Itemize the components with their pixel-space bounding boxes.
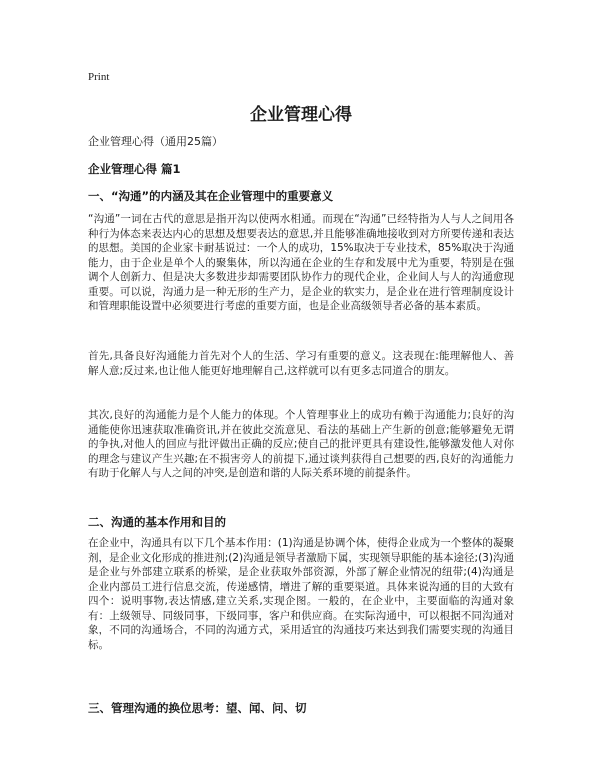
print-link[interactable]: Print — [88, 71, 110, 83]
paragraph-4: 在企业中，沟通具有以下几个基本作用：(1)沟通是协调个体，使得企业成为一个整体的凝聚剂，是企业文化形成的推进剂;(2)沟通是领导者激励下属，实现领导职能的基本途径;(3)沟通是企业与外部建立联系的桥梁，是企业获取外部资源，外部了解企业情况的纽带;(4)沟通是企业内部员工进行信息交流，传递感情，增进了解的重要渠道。具体来说沟通的目的大致有四个：说明事物,表达情感,建立关系,实现企图。一般的，在企业中，主要面临的沟通对象有：上级领导、同级同事，下级同事，客户和供应商。在实际沟通中，可以根据不同沟通对象，不同的沟通场合，不同的沟通方式，采用适宜的沟通技巧来达到我们需要实现的沟通目标。 — [88, 537, 514, 651]
section-heading-3: 三、管理沟通的换位思考：望、闻、问、切 — [88, 701, 307, 715]
paragraph-3: 其次,良好的沟通能力是个人能力的体现。个人管理事业上的成功有赖于沟通能力;良好的沟通能使你迅速获取准确资讯,并在彼此交流意见、看法的基础上产生新的创意;能够避免无谓的争执,对他人的回应与批评做出正确的反应;使自己的批评更具有建设性,能够激发他人对你的理念与建议产生兴趣;在不损害旁人的前提下,通过谈判获得自己想要的西,良好的沟通能力有助于化解人与人之间的冲突,是创造和谐的人际关系环境的前提条件。 — [88, 409, 514, 479]
section-heading-1: 一、“沟通”的内涵及其在企业管理中的重要意义 — [88, 189, 334, 203]
page-title: 企业管理心得 — [250, 105, 352, 125]
section-heading-2: 二、沟通的基本作用和目的 — [88, 515, 226, 529]
paragraph-2: 首先,具备良好沟通能力首先对个人的生活、学习有重要的意义。这表现在:能理解他人、善解人意;反过来,也让他人能更好地理解自己,这样就可以有更多志同道合的朋友。 — [88, 350, 514, 377]
document-subtitle: 企业管理心得（通用25篇） — [88, 135, 223, 148]
part-heading: 企业管理心得 篇1 — [88, 162, 181, 176]
paragraph-1: “沟通”一词在古代的意思是指开沟以使两水相通。而现在“沟通”已经特指为人与人之间用各种行为体态来表达内心的思想及想要表达的意思,并且能够准确地接收到对方所要传递和表达的思想。美国的企业家卡耐基说过：一个人的成功，15%取决于专业技术，85%取决于沟通能力，由于企业是单个人的聚集体，所以沟通在企业的生存和发展中尤为重要，特别是在强调个人创新力、但是决大多数进步却需要团队协作力的现代企业，企业间人与人的沟通愈现重要。可以说，沟通力是一种无形的生产力，是企业的软实力，是企业在进行管理制度设计和管理职能设置中必须要进行考虑的重要方面，也是企业高级领导者必备的基本素质。 — [88, 213, 514, 312]
